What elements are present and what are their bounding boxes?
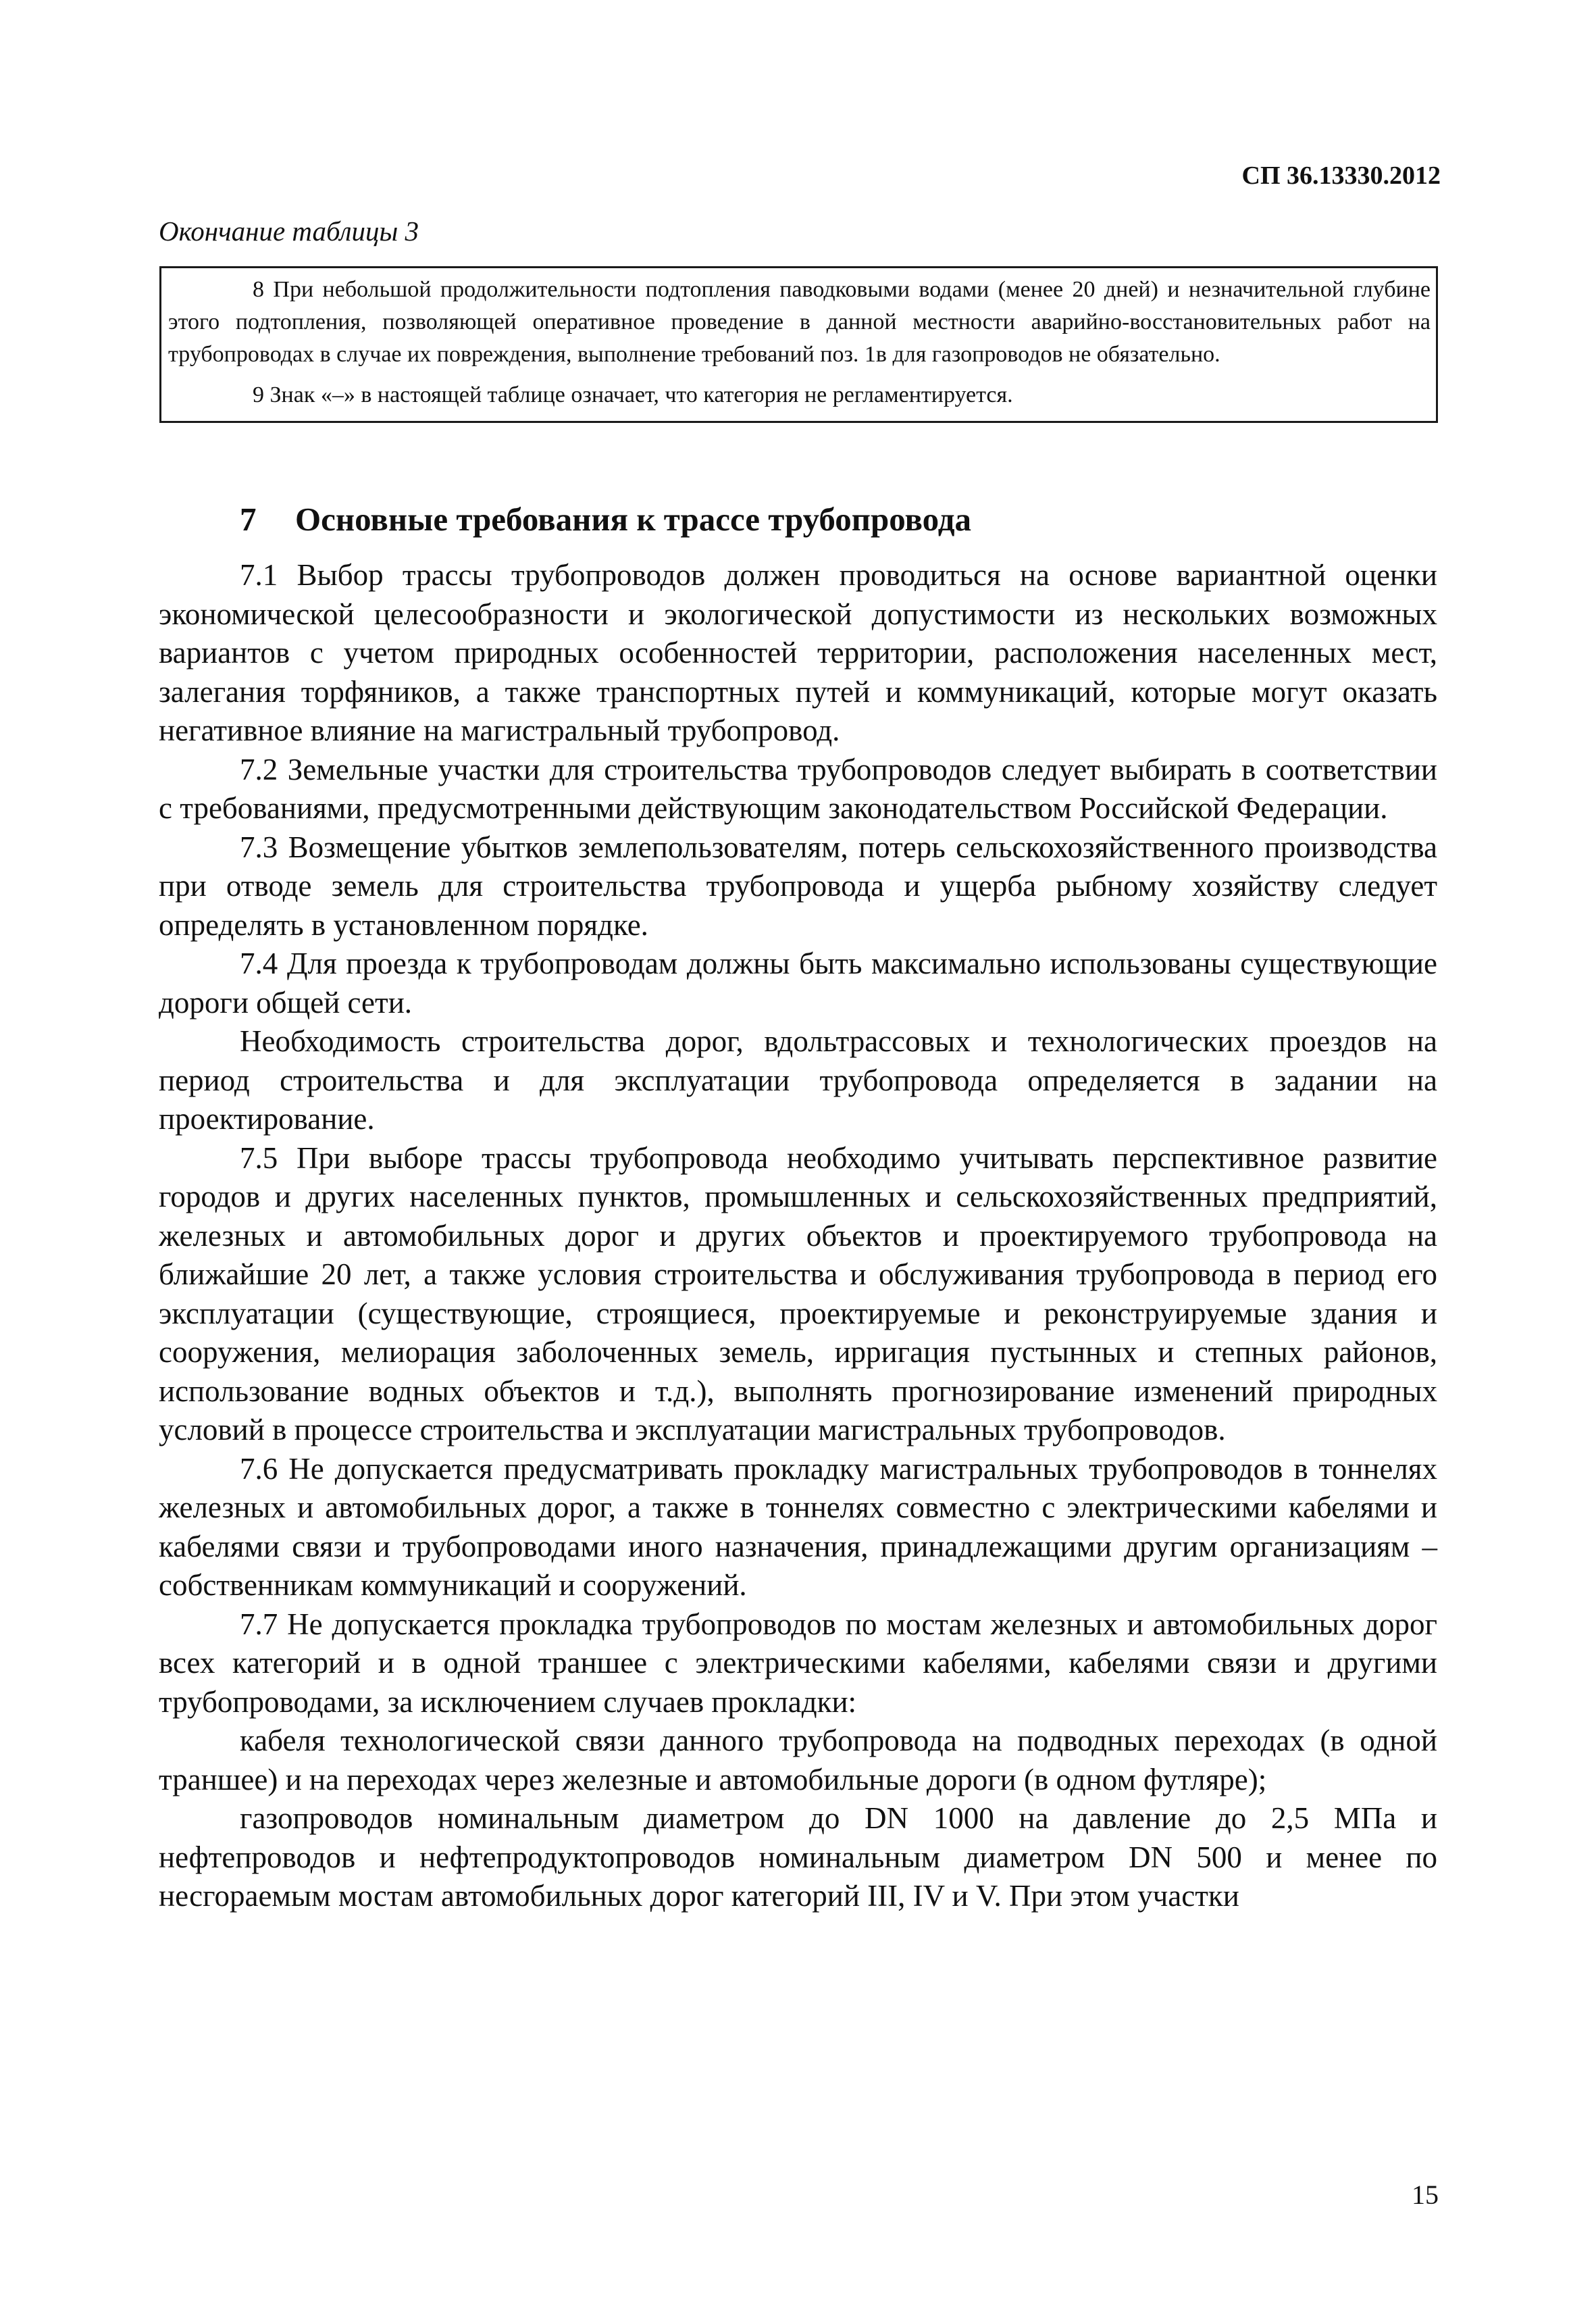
section-body xyxy=(159,556,1437,1916)
page-number: 15 xyxy=(1412,2180,1439,2210)
table-notes-box xyxy=(159,266,1438,423)
paragraph-7-7-item-cable: кабеля технологической связи данного трубопровода на подводных переходах (в одной траншее) и на переходах через железные и автомобильные дороги (в одном футляре); xyxy=(159,1724,1437,1796)
paragraph-7-5: 7.5 При выборе трассы трубопровода необходимо учитывать перспективное развитие городов и других населенных пунктов, промышленных и сельскохозяйственных предприятий, железных и автомобильных дорог и других объектов и проектируемого трубопровода на ближайшие 20 лет, а также условия строительства и обслуживания трубопровода в период его эксплуатации (существующие, строящиеся, проектируемые и реконструируемые здания и сооружения, мелиорация заболоченных земель, ирригация пустынных и степных районов, использование водных объектов и т.д.), выполнять прогнозирование изменений природных условий в процессе строительства и эксплуатации магистральных трубопроводов. xyxy=(159,1140,1437,1447)
paragraph-7-7-item-gas: газопроводов номинальным диаметром до DN 1000 на давление до 2,5 МПа и нефтепроводов и нефтепродуктопроводов номинальным диаметром DN 500 и менее по несгораемым мостам автомобильных дорог категорий III, IV и V. При этом участки xyxy=(159,1801,1437,1913)
paragraph-7-7: 7.7 Не допускается прокладка трубопроводов по мостам железных и автомобильных дорог всех категорий и в одной траншее с электрическими кабелями, кабелями связи и другими трубопроводами, за исключением случаев прокладки: xyxy=(159,1607,1437,1719)
table-note-8: 8 При небольшой продолжительности подтопления паводковыми водами (менее 20 дней) и незначительной глубине этого подтопления, позволяющей оперативное проведение в данной местности аварийно-восстановительных работ на трубопроводах в случае их повреждения, выполнение требований поз. 1в для газопроводов не обязательно. xyxy=(168,277,1431,367)
table-caption: Окончание таблицы 3 xyxy=(159,216,419,247)
paragraph-7-3: 7.3 Возмещение убытков землепользователям, потерь сельскохозяйственного производства при отводе земель для строительства трубопровода и ущерба рыбному хозяйству следует определять в установленном порядке. xyxy=(159,830,1437,942)
section-heading xyxy=(240,500,971,538)
paragraph-7-4: 7.4 Для проезда к трубопроводам должны быть максимально использованы существующие дороги общей сети. xyxy=(159,947,1437,1020)
table-note-9: 9 Знак «–» в настоящей таблице означает, что категория не регламентируется. xyxy=(253,382,1013,407)
paragraph-7-6: 7.6 Не допускается предусматривать прокладку магистральных трубопроводов в тоннелях железных и автомобильных дорог, а также в тоннелях совместно с электрическими кабелями и кабелями связи и трубопроводами иного назначения, принадлежащими другим организациям – собственникам коммуникаций и сооружений. xyxy=(159,1451,1437,1602)
paragraph-7-1: 7.1 Выбор трассы трубопроводов должен проводиться на основе вариантной оценки экономической целесообразности и экологической допустимости из нескольких возможных вариантов с учетом природных особенностей территории, расположения населенных мест, залегания торфяников, а также транспортных путей и коммуникаций, которые могут оказать негативное влияние на магистральный трубопровод. xyxy=(159,558,1437,747)
paragraph-7-4-continued: Необходимость строительства дорог, вдольтрассовых и технологических проездов на период строительства и для эксплуатации трубопровода определяется в задании на проектирование. xyxy=(159,1024,1437,1136)
section-number: 7 xyxy=(240,501,257,538)
section-title: Основные требования к трассе трубопровода xyxy=(295,501,972,538)
document-code: СП 36.13330.2012 xyxy=(1241,161,1441,190)
paragraph-7-2: 7.2 Земельные участки для строительства трубопроводов следует выбирать в соответствии с требованиями, предусмотренными действующим законодательством Российской Федерации. xyxy=(159,752,1437,825)
